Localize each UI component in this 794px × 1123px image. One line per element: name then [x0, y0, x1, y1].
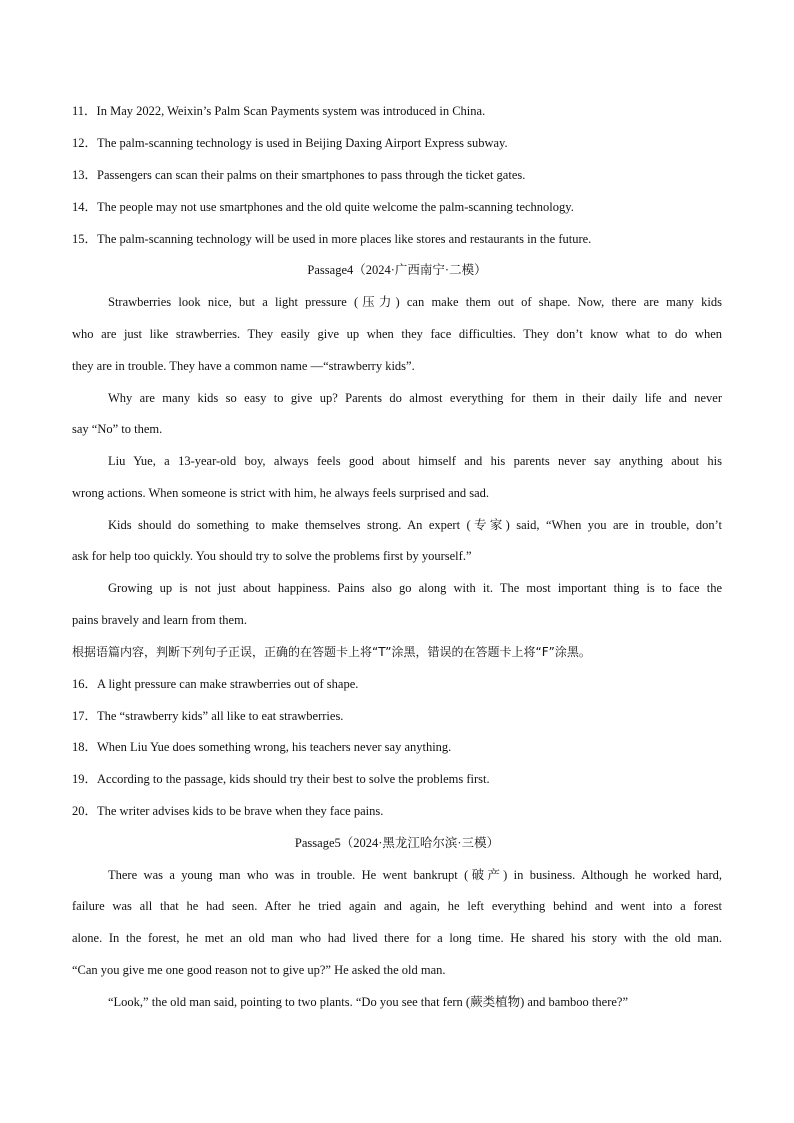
question-17: 17．The “strawberry kids” all like to eat strawberries.: [72, 709, 344, 723]
passage4-instruction: 根据语篇内容，判断下列句子正误，正确的在答题卡上将“T”涂黑，错误的在答题卡上将“F”涂黑。: [72, 645, 591, 659]
passage4-line: ask for help too quickly. You should try to solve the problems first by yourself.”: [72, 549, 472, 563]
question-18: 18．When Liu Yue does something wrong, his teachers never say anything.: [72, 740, 452, 754]
passage4-line: Liu Yue, a 13-year-old boy, always feels good about himself and his parents never say anything about his: [108, 454, 722, 468]
question-14: 14．The people may not use smartphones and the old quite welcome the palm-scanning technology.: [72, 200, 574, 214]
question-12: 12．The palm-scanning technology is used in Beijing Daxing Airport Express subway.: [72, 136, 508, 150]
question-19: 19．According to the passage, kids should try their best to solve the problems first.: [72, 772, 490, 786]
passage4-line: Kids should do something to make themselves strong. An expert (专家) said, “When you are in trouble, don’t: [108, 518, 722, 532]
passage4-line: Why are many kids so easy to give up? Parents do almost everything for them in their daily life and never: [108, 391, 722, 405]
passage4-line: Strawberries look nice, but a light pressure (压力) can make them out of shape. Now, there are many kids: [108, 295, 722, 309]
passage4-line: they are in trouble. They have a common name —“strawberry kids”.: [72, 359, 415, 373]
passage4-line: say “No” to them.: [72, 422, 163, 436]
passage4-line: who are just like strawberries. They easily give up when they face difficulties. They don’t know what to do when: [72, 327, 722, 341]
question-16: 16．A light pressure can make strawberries out of shape.: [72, 677, 359, 691]
question-20: 20．The writer advises kids to be brave when they face pains.: [72, 804, 384, 818]
passage4-line: pains bravely and learn from them.: [72, 613, 247, 627]
question-11: 11．In May 2022, Weixin’s Palm Scan Payments system was introduced in China.: [72, 104, 486, 118]
passage5-line: “Look,” the old man said, pointing to two plants. “Do you see that fern (蕨类植物) and bamboo there?”: [108, 995, 629, 1009]
question-15: 15．The palm-scanning technology will be used in more places like stores and restaurants in the future.: [72, 232, 592, 246]
passage5-line: There was a young man who was in trouble. He went bankrupt (破产) in business. Although he worked hard,: [108, 868, 722, 882]
passage4-line: Growing up is not just about happiness. Pains also go along with it. The most important thing is to face the: [108, 581, 722, 595]
passage4-line: wrong actions. When someone is strict with him, he always feels surprised and sad.: [72, 486, 490, 500]
passage4-title: Passage4（2024·广西南宁·二模）: [307, 263, 487, 277]
passage5-title: Passage5（2024·黑龙江哈尔滨·三模）: [294, 836, 500, 850]
question-13: 13．Passengers can scan their palms on their smartphones to pass through the ticket gates.: [72, 168, 526, 182]
passage5-line: alone. In the forest, he met an old man who had lived there for a long time. He shared his story with the old man.: [72, 931, 722, 945]
passage5-line: “Can you give me one good reason not to give up?” He asked the old man.: [72, 963, 446, 977]
passage5-line: failure was all that he had seen. After he tried again and again, he left everything behind and went into a forest: [72, 899, 722, 913]
